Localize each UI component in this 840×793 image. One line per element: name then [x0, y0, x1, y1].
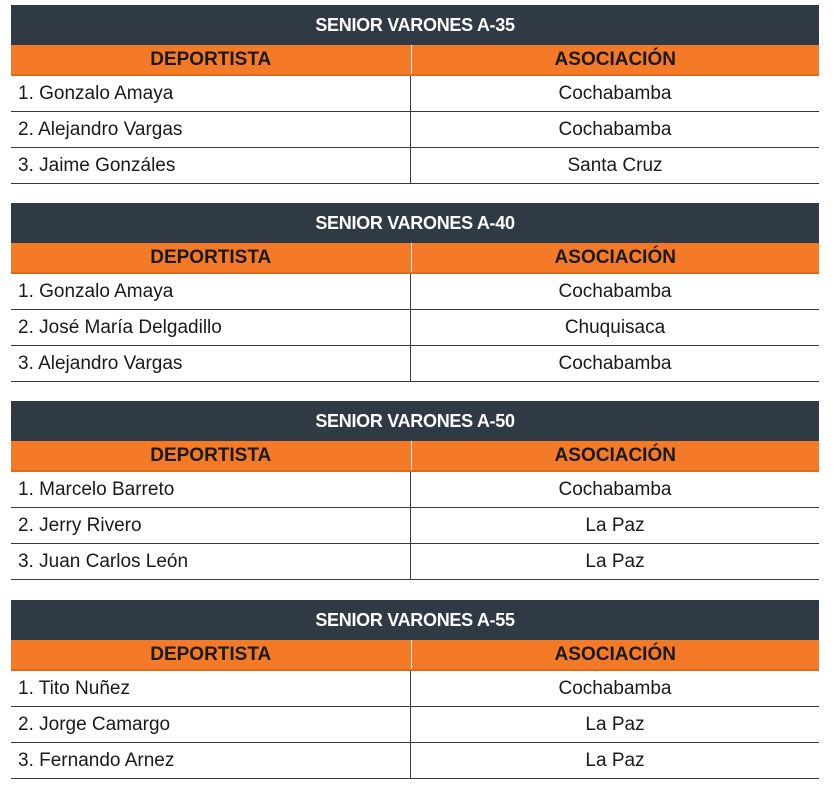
table-row [11, 76, 819, 112]
results-table-a50 [11, 401, 819, 580]
header-deportista: DEPORTISTA [11, 45, 412, 74]
association-cell: La Paz [585, 514, 645, 536]
table-row [11, 743, 819, 779]
table-row [11, 544, 819, 580]
athlete-cell: 1. Gonzalo Amaya [11, 274, 411, 309]
association-cell: Cochabamba [558, 352, 672, 374]
athlete-cell: 2. José María Delgadillo [11, 310, 411, 345]
header-deportista: DEPORTISTA [11, 243, 412, 272]
table-row [11, 112, 819, 148]
table-header-row [11, 45, 819, 76]
header-deportista: DEPORTISTA [11, 441, 412, 470]
athlete-cell: 2. Alejandro Vargas [11, 112, 411, 147]
association-cell: Cochabamba [558, 118, 672, 140]
athlete-cell: 3. Fernando Arnez [11, 743, 411, 778]
table-row [11, 274, 819, 310]
athlete-cell: 3. Juan Carlos León [11, 544, 411, 579]
results-table-a40 [11, 203, 819, 382]
header-asociacion: ASOCIACIÓN [554, 444, 676, 466]
table-header-row [11, 243, 819, 274]
association-cell: La Paz [585, 713, 645, 735]
association-cell: Cochabamba [558, 82, 672, 104]
athlete-cell: 1. Gonzalo Amaya [11, 76, 411, 111]
table-row [11, 310, 819, 346]
table-row [11, 671, 819, 707]
table-title: SENIOR VARONES A-50 [11, 401, 819, 441]
association-cell: Cochabamba [558, 280, 672, 302]
results-table-a35 [11, 5, 819, 184]
table-row [11, 707, 819, 743]
association-cell: Cochabamba [558, 677, 672, 699]
athlete-cell: 1. Marcelo Barreto [11, 472, 411, 507]
table-title: SENIOR VARONES A-40 [11, 203, 819, 243]
table-row [11, 508, 819, 544]
association-cell: Santa Cruz [567, 154, 663, 176]
table-header-row [11, 640, 819, 671]
table-header-row [11, 441, 819, 472]
association-cell: Cochabamba [558, 478, 672, 500]
table-row [11, 148, 819, 184]
athlete-cell: 2. Jorge Camargo [11, 707, 411, 742]
association-cell: La Paz [585, 749, 645, 771]
header-asociacion: ASOCIACIÓN [554, 643, 676, 665]
table-row [11, 346, 819, 382]
athlete-cell: 3. Jaime Gonzáles [11, 148, 411, 183]
table-row [11, 472, 819, 508]
athlete-cell: 2. Jerry Rivero [11, 508, 411, 543]
header-deportista: DEPORTISTA [11, 640, 412, 669]
header-asociacion: ASOCIACIÓN [554, 246, 676, 268]
association-cell: La Paz [585, 550, 645, 572]
athlete-cell: 1. Tito Nuñez [11, 671, 411, 706]
results-table-a55 [11, 600, 819, 779]
header-asociacion: ASOCIACIÓN [554, 48, 676, 70]
table-title: SENIOR VARONES A-55 [11, 600, 819, 640]
table-title: SENIOR VARONES A-35 [11, 5, 819, 45]
athlete-cell: 3. Alejandro Vargas [11, 346, 411, 381]
association-cell: Chuquisaca [564, 316, 666, 338]
